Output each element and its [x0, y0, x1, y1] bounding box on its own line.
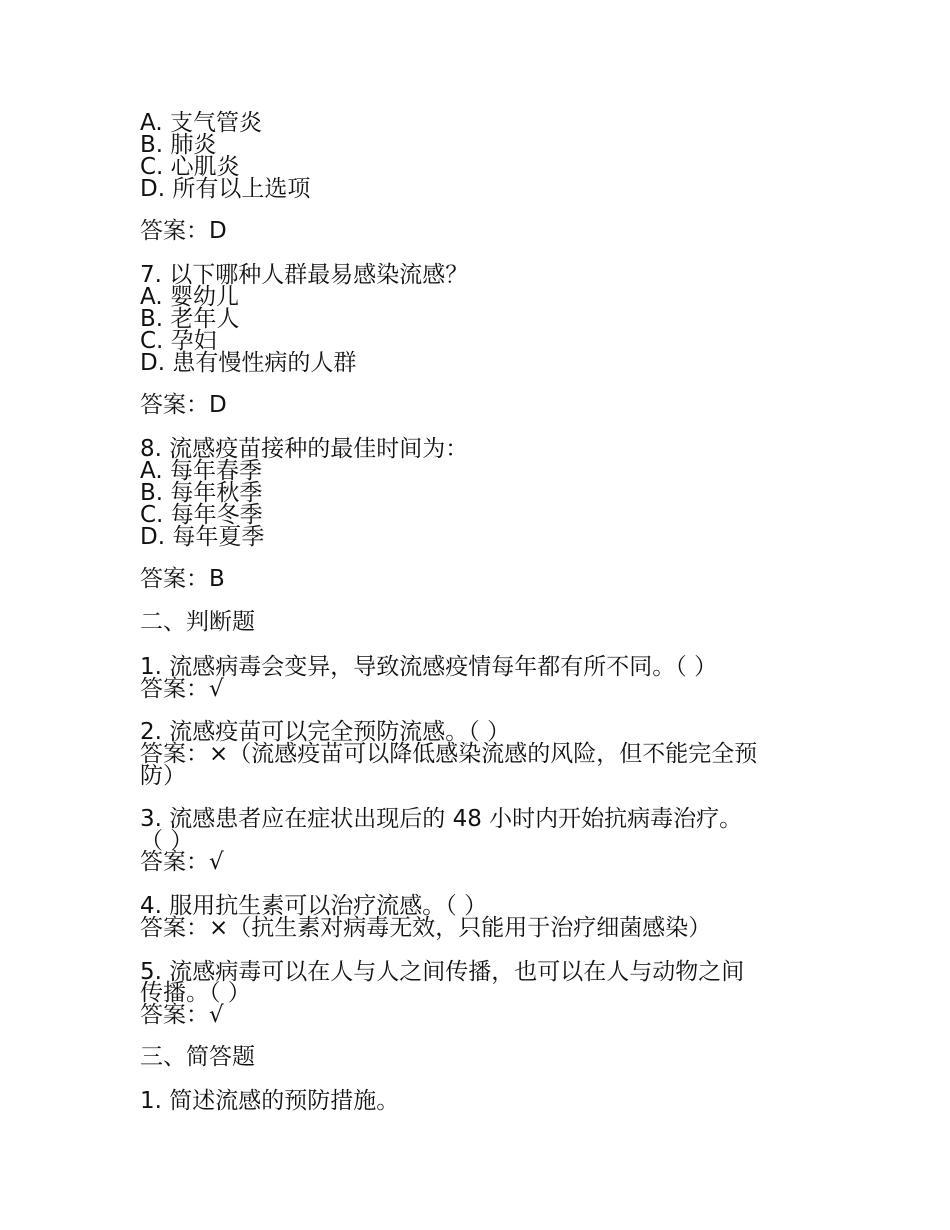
q7-option-d: D. 患有慢性病的人群: [140, 350, 357, 376]
q7-option-a: A. 婴幼儿: [140, 284, 239, 310]
section3-heading: 三、简答题: [140, 1044, 255, 1070]
tf5-question-line1: 5. 流感病毒可以在人与人之间传播，也可以在人与动物之间: [140, 959, 745, 985]
tf2-answer-line2: 防）: [140, 763, 186, 789]
q6-option-a: A. 支气管炎: [140, 110, 262, 136]
q7-question: 7. 以下哪种人群最易感染流感？: [140, 262, 469, 288]
q8-option-d: D. 每年夏季: [140, 524, 265, 550]
q8-option-b: B. 每年秋季: [140, 480, 263, 506]
q7-answer: 答案：D: [140, 392, 227, 418]
q8-option-c: C. 每年冬季: [140, 502, 263, 528]
q8-option-a: A. 每年春季: [140, 458, 262, 484]
q6-option-b: B. 肺炎: [140, 132, 217, 158]
tf4-answer: 答案：×（抗生素对病毒无效，只能用于治疗细菌感染）: [140, 915, 712, 941]
tf3-question-line1: 3. 流感患者应在症状出现后的 48 小时内开始抗病毒治疗。: [140, 806, 743, 832]
q6-option-d: D. 所有以上选项: [140, 176, 311, 202]
q8-question: 8. 流感疫苗接种的最佳时间为：: [140, 436, 469, 462]
tf2-answer-line1: 答案：×（流感疫苗可以降低感染流感的风险，但不能完全预: [140, 741, 758, 767]
q8-answer: 答案：B: [140, 566, 225, 592]
tf3-answer: 答案：√: [140, 849, 224, 875]
sa1-question: 1. 简述流感的预防措施。: [140, 1088, 400, 1114]
q6-option-c: C. 心肌炎: [140, 154, 240, 180]
tf1-question: 1. 流感病毒会变异，导致流感疫情每年都有所不同。（ ）: [140, 654, 718, 680]
tf5-answer: 答案：√: [140, 1002, 224, 1028]
q7-option-c: C. 孕妇: [140, 328, 217, 354]
tf3-question-line2: （ ）: [140, 828, 194, 854]
tf4-question: 4. 服用抗生素可以治疗流感。（ ）: [140, 893, 488, 919]
section2-heading: 二、判断题: [140, 609, 255, 635]
tf5-question-line2: 传播。（ ）: [140, 980, 251, 1006]
q6-answer: 答案：D: [140, 218, 227, 244]
tf1-answer: 答案：√: [140, 676, 224, 702]
tf2-question: 2. 流感疫苗可以完全预防流感。（ ）: [140, 719, 511, 745]
q7-option-b: B. 老年人: [140, 306, 240, 332]
